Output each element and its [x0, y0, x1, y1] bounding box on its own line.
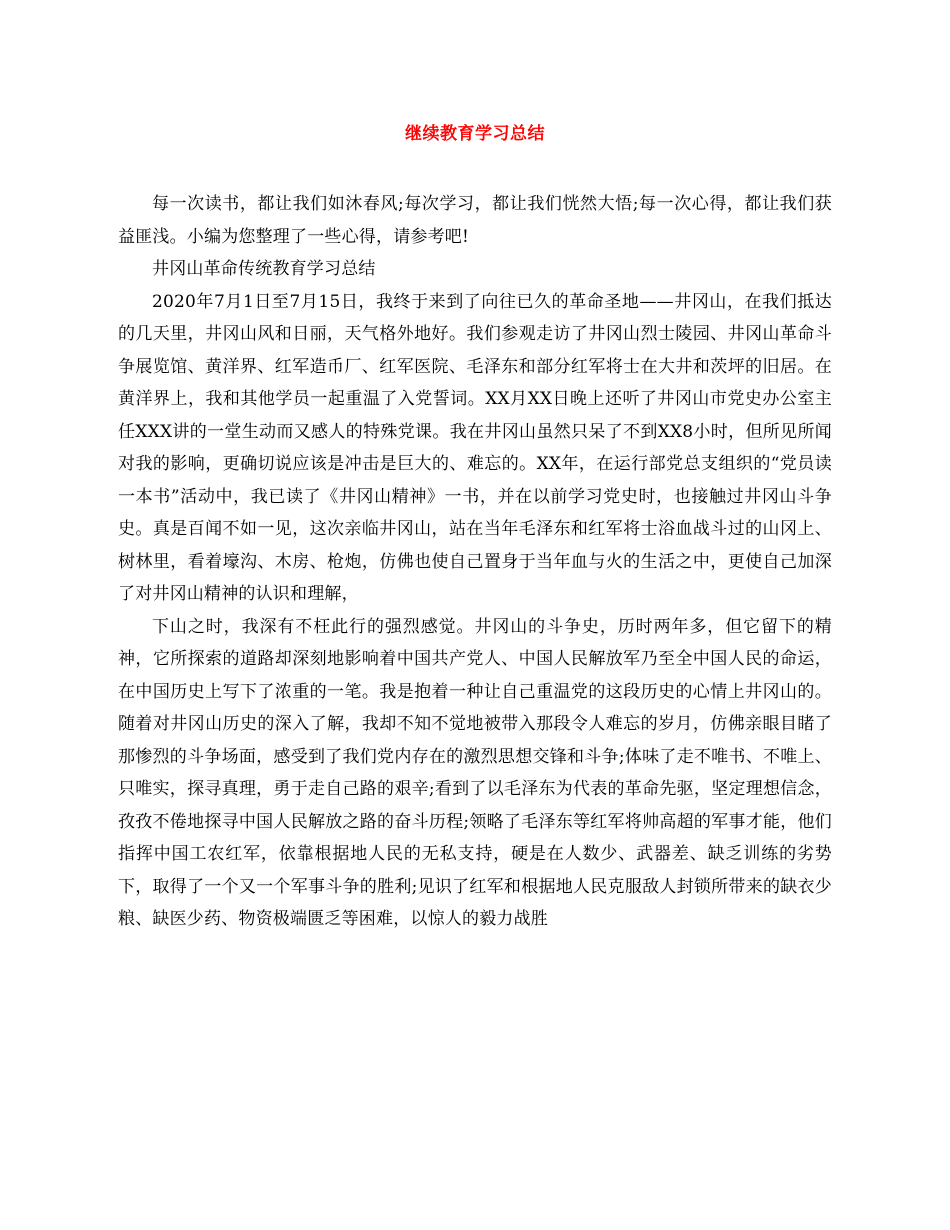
document-body: [118, 188, 832, 936]
body-paragraph-2: 下山之时，我深有不枉此行的强烈感觉。井冈山的斗争史，历时两年多，但它留下的精神，它所探索的道路却深刻地影响着中国共产党人、中国人民解放军乃至全中国人民的命运，在中国历史上写下了浓重的一笔。我是抱着一种让自己重温党的这段历史的心情上井冈山的。随着对井冈山历史的深入了解，我却不知不觉地被带入那段令人难忘的岁月，仿佛亲眼目睹了那惨烈的斗争场面，感受到了我们党内存在的激烈思想交锋和斗争;体味了走不唯书、不唯上、只唯实，探寻真理，勇于走自己路的艰辛;看到了以毛泽东为代表的革命先驱，坚定理想信念，孜孜不倦地探寻中国人民解放之路的奋斗历程;领略了毛泽东等红军将帅高超的军事才能，他们指挥中国工农红军，依靠根据地人民的无私支持，硬是在人数少、武器差、缺乏训练的劣势下，取得了一个又一个军事斗争的胜利;见识了红军和根据地人民克服敌人封锁所带来的缺衣少粮、缺医少药、物资极端匮乏等困难，以惊人的毅力战胜: [118, 616, 832, 929]
body-paragraph-1: 2020年7月1日至7月15日，我终于来到了向往已久的革命圣地——井冈山，在我们抵达的几天里，井冈山风和日丽，天气格外地好。我们参观走访了井冈山烈士陵园、井冈山革命斗争展览馆、黄洋界、红军造币厂、红军医院、毛泽东和部分红军将士在大井和茨坪的旧居。在黄洋界上，我和其他学员一起重温了入党誓词。XX月XX日晚上还听了井冈山市党史办公室主任XXX讲的一堂生动而又感人的特殊党课。我在井冈山虽然只呆了不到XX8小时，但所见所闻对我的影响，更确切说应该是冲击是巨大的、难忘的。XX年，在运行部党总支组织的“党员读一本书”活动中，我已读了《井冈山精神》一书，并在以前学习党史时，也接触过井冈山斗争史。真是百闻不如一见，这次亲临井冈山，站在当年毛泽东和红军将士浴血战斗过的山冈上、树林里，看着壕沟、木房、枪炮，仿佛也使自己置身于当年血与火的生活之中，更使自己加深了对井冈山精神的认识和理解，: [118, 291, 832, 604]
section-heading: 井冈山革命传统教育学习总结: [152, 259, 376, 279]
intro-paragraph: 每一次读书，都让我们如沐春风;每次学习，都让我们恍然大悟;每一次心得，都让我们获益匪浅。小编为您整理了一些心得，请参考吧!: [118, 194, 832, 247]
document-title: 继续教育学习总结: [405, 124, 545, 144]
